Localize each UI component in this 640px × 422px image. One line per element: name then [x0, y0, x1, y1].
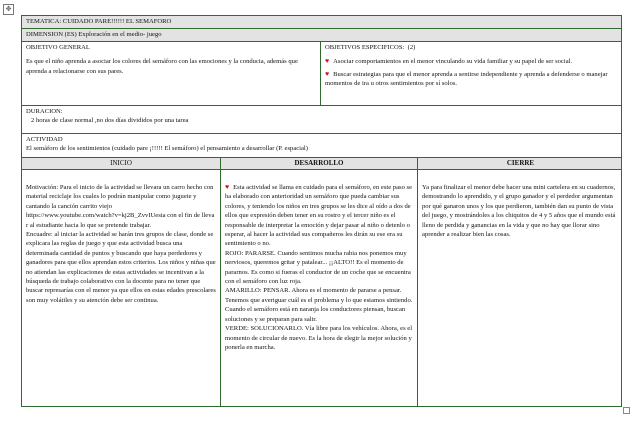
duracion-text: 2 horas de clase normal ,no dos días divididos por una tarea — [31, 117, 189, 125]
objetivos-especificos-count: (2) — [407, 44, 416, 51]
objetivo-general-label: OBJETIVO GENERAL — [26, 44, 90, 51]
objetivos-especificos-label: OBJETIVOS ESPECIFICOS: — [325, 44, 405, 51]
dimension-text: DIMENSION (ES) Exploración en el medio- juego — [26, 31, 162, 38]
objectives-row — [22, 42, 621, 106]
inicio-cell — [22, 170, 220, 306]
desarrollo-header: DESARROLLO — [294, 159, 344, 167]
objetivos-especificos-cell — [321, 42, 623, 106]
column-header-row — [22, 158, 621, 170]
cierre-header: CIERRE — [506, 159, 535, 167]
desarrollo-verde: VERDE: SOLUCIONARLO. Vía libre para los vehículos. Ahora, es el momento de circular de nuevo. Es la hora de elegir la mejor solución y ponerla en marcha. — [225, 325, 413, 351]
inicio-motivacion: Motivación: Para el inicio de la actividad se llevara un carro hecho con material reciclaje los cuales lo podrán manipular como juguete y cantando la canción carrito viejo — [26, 184, 214, 210]
objetivo-especifico-item — [325, 70, 619, 89]
objetivo-general-cell — [22, 42, 320, 106]
heart-bullet-icon: ♥ — [325, 57, 330, 66]
inicio-header: INICIO — [110, 159, 132, 167]
cierre-text: Ya para finalizar el menor debe hacer una mini cartelera en su cuadernos, demostrando lo aprendido, y el grupo ganador y el perdedor argumentan por qué ganaron unos y los que perdieron, también dan su punto de vista del juego, y mostrándoles a los chiquitos de 4 y 5 años que el mundo está lleno de perdida y ganancias en la vida y que no hay que llorar sino aprender a realizar bien las cosas. — [422, 184, 616, 239]
actividad-cell — [22, 134, 621, 155]
desarrollo-intro — [225, 183, 413, 249]
inicio-video-link: https://www.youtube.com/watch?v=kj2B_ZvvIUesta con el fin de llevar al estudiante hacia lo que se pretende trabajar. — [26, 212, 215, 229]
heart-bullet-icon: ♥ — [225, 183, 230, 191]
actividad-text: El semáforo de los sentimientos (cuidado pare ¡!!!!! El semáforo) el pensamiento a desarrollar (P. espacial) — [26, 145, 308, 153]
actividad-label: ACTIVIDAD — [26, 136, 63, 143]
table-move-handle-icon[interactable]: ✥ — [3, 4, 14, 15]
lesson-plan-table — [21, 15, 622, 407]
table-resize-handle[interactable] — [623, 407, 630, 414]
dimension-row — [22, 29, 621, 42]
cierre-cell — [418, 170, 623, 240]
duracion-cell — [22, 106, 621, 127]
desarrollo-intro-text: Esta actividad se llama en cuidado para el semáforo, en este paso se ha elaborado con anterioridad un semáforo que pueda cambiar sus colores, y teniendo los niños en tres grupos se les dice al oído a dos de ellos que expresión deben tener en su rostro y el tercer niño es el responsable de interpretar la emoción y dejar pasar al niño o detenlo o esperar, al hacer la actividad sus compañeros les dirán su ese era su sentimiento o no. — [225, 184, 413, 248]
duracion-label: DURACION: — [26, 108, 63, 115]
heart-bullet-icon: ♥ — [325, 69, 330, 78]
objetivo-especifico-text: Asociar comportamientos en el menor vinculando su vida familiar y su papel de ser social. — [333, 58, 573, 66]
objetivo-especifico-text: Buscar estrategias para que el menor aprenda a sentirse independiente y aprenda a defenderse o manejar momentos de ira u otros sentimientos por sí solos. — [325, 70, 608, 88]
desarrollo-amarillo: AMARILLO: PENSAR. Ahora es el momento de pararse a pensar. Tenemos que averiguar cuál es el problema y lo que estamos sintiendo. Cuando el semáforo está en naranja los conductores piensan, buscan soluciones y se preparan para salir. — [225, 287, 413, 323]
actividad-row — [22, 134, 621, 158]
tematica-row — [22, 16, 621, 29]
objetivos-especificos-header — [325, 43, 619, 52]
duracion-row — [22, 106, 621, 134]
tematica-text: TEMATICA: CUIDADO PARE!!!!!! EL SEMAFORO — [26, 18, 172, 25]
content-row — [22, 170, 621, 406]
desarrollo-rojo: ROJO: PARARSE. Cuando sentimos mucha rabia nos ponemos muy nerviosos, queremos gritar y patalear... ¡¡ALTO!! Es el momento de pararnos. Es como si fueras el conductor de un coche que se encuentra con el semáforo con luz roja. — [225, 249, 411, 286]
objetivo-especifico-item — [325, 57, 619, 66]
inicio-encuadre: Encuadre: al iniciar la actividad se harán tres grupos de clase, donde se explicara las reglas de juego y que esta actividad busca una determinada cantidad de puntos y buscando que haya perdedores y ganadores para que ellos aprendan estos criterios. Los niños y niñas que no atiendan las explicaciones de estas actividades se incentivan a la búsqueda de trabajo colaborativo con la docente para no tener que buscar represarías con el menor ya que ellos en estas edades prescolares son muy volátiles y su atención debe ser continua. — [26, 231, 216, 304]
desarrollo-cell — [221, 170, 417, 353]
objetivo-general-text: Es que el niño aprenda a asociar los colores del semáforo con las emociones y la conducta, además que aprenda a relacionarse con sus pares. — [26, 58, 298, 75]
